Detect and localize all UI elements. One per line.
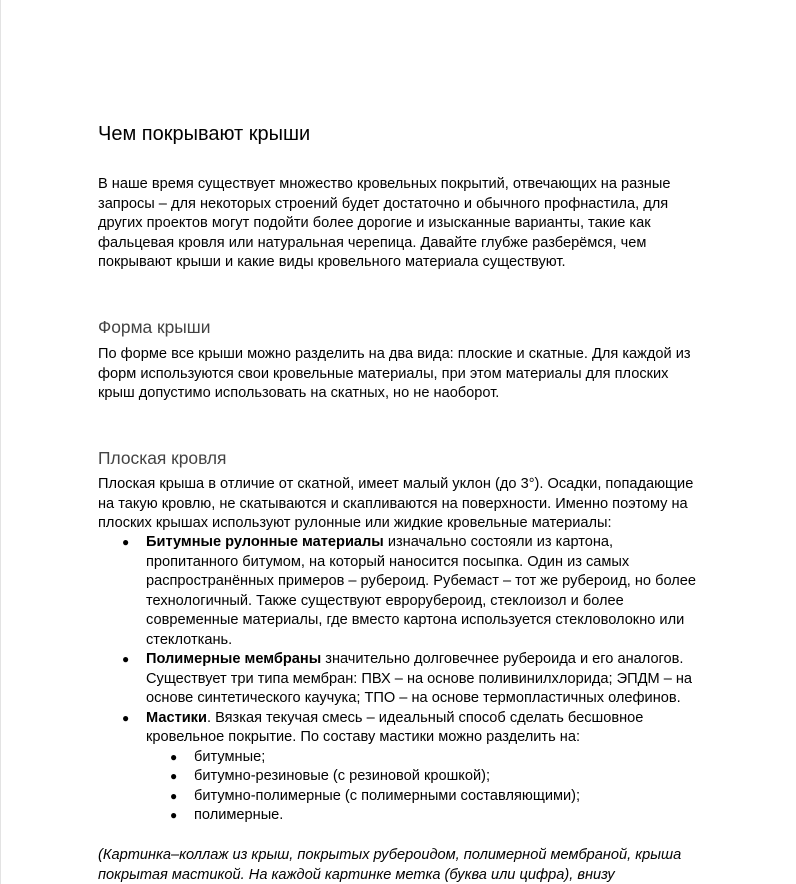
bullet-icon: ●: [122, 535, 130, 549]
sublist-item: [146, 787, 708, 807]
term-bitumen-rolls: Битумные рулонные материалы: [146, 534, 384, 550]
bullet-icon: ●: [170, 749, 178, 764]
document-title: Чем покрывают крыши: [98, 123, 311, 145]
heading-flat-roof: Плоская кровля: [98, 448, 227, 468]
desc-polymer-membranes: значительно долговечнее рубероида и его аналогов. Существует три типа мембран: ПВХ – на основе поливинилхлорида; ЭПДМ – на основе синтетического каучука; ТПО – на основе термопластичных олефинов.: [146, 651, 693, 706]
bullet-icon: ●: [170, 808, 178, 822]
desc-mastics: . Вязкая текучая смесь – идеальный способ сделать бесшовное кровельное покрытие. По составу мастики можно разделить на:: [146, 709, 644, 745]
sublist-item: [146, 748, 708, 768]
page-left-edge: [0, 0, 1, 884]
paragraph-flat-roof: Плоская крыша в отличие от скатной, имеет малый уклон (до 3°). Осадки, попадающие на такую кровлю, не скатываются и скапливаются на поверхности. Именно поэтому на плоских крышах используют рулонные или жидкие кровельные материалы:: [98, 476, 694, 531]
desc-bitumen-rolls: изначально состояли из картона, пропитанного битумом, на который наносится посыпка. Один из самых распространённых примеров – рубероид. Рубемаст – тот же рубероид, но более технологичный. Также существуют еврорубероид, стеклоизол и более современные материалы, где вместо картона используется стекловолокно или стеклоткань.: [146, 534, 696, 648]
paragraph-roof-form: По форме все крыши можно разделить на два вида: плоские и скатные. Для каждой из форм используются свои кровельные материалы, при этом материалы для плоских крыш допустимо использовать на скатных, но не наоборот.: [98, 346, 691, 401]
sublist-item: [146, 806, 708, 826]
bullet-icon: ●: [122, 652, 130, 666]
intro-paragraph: В наше время существует множество кровельных покрытий, отвечающих на разные запросы – для некоторых строений будет достаточно и обычного профнастила, для других проектов могут подойти более дорогие и изысканные варианты, такие как фальцевая кровля или натуральная черепица. Давайте глубже разберёмся, чем покрывают крыши и какие виды кровельного материала существуют.: [98, 176, 671, 270]
term-polymer-membranes: Полимерные мембраны: [146, 651, 322, 667]
sublist-item-text: полимерные.: [194, 807, 284, 823]
sublist-item: [146, 767, 708, 787]
bullet-icon: ●: [122, 710, 130, 725]
bullet-icon: ●: [170, 788, 178, 803]
heading-roof-form: Форма крыши: [98, 317, 211, 337]
list-item-mastics: [98, 709, 708, 826]
list-item-bitumen-rolls: [98, 533, 708, 650]
term-mastics: Мастики: [146, 709, 207, 726]
sublist-item-text: битумно-полимерные (с полимерными составляющими);: [194, 787, 581, 804]
image-caption-note: (Картинка–коллаж из крыш, покрытых рубероидом, полимерной мембраной, крыша покрытая мастикой. На каждой картинке метка (буква или цифра), внизу: [98, 847, 682, 883]
materials-list: [98, 533, 708, 826]
bullet-icon: ●: [170, 769, 178, 783]
mastics-sublist: [146, 748, 708, 826]
sublist-item-text: битумные;: [194, 748, 266, 765]
sublist-item-text: битумно-резиновые (с резиновой крошкой);: [194, 768, 491, 784]
list-item-polymer-membranes: [98, 650, 708, 709]
